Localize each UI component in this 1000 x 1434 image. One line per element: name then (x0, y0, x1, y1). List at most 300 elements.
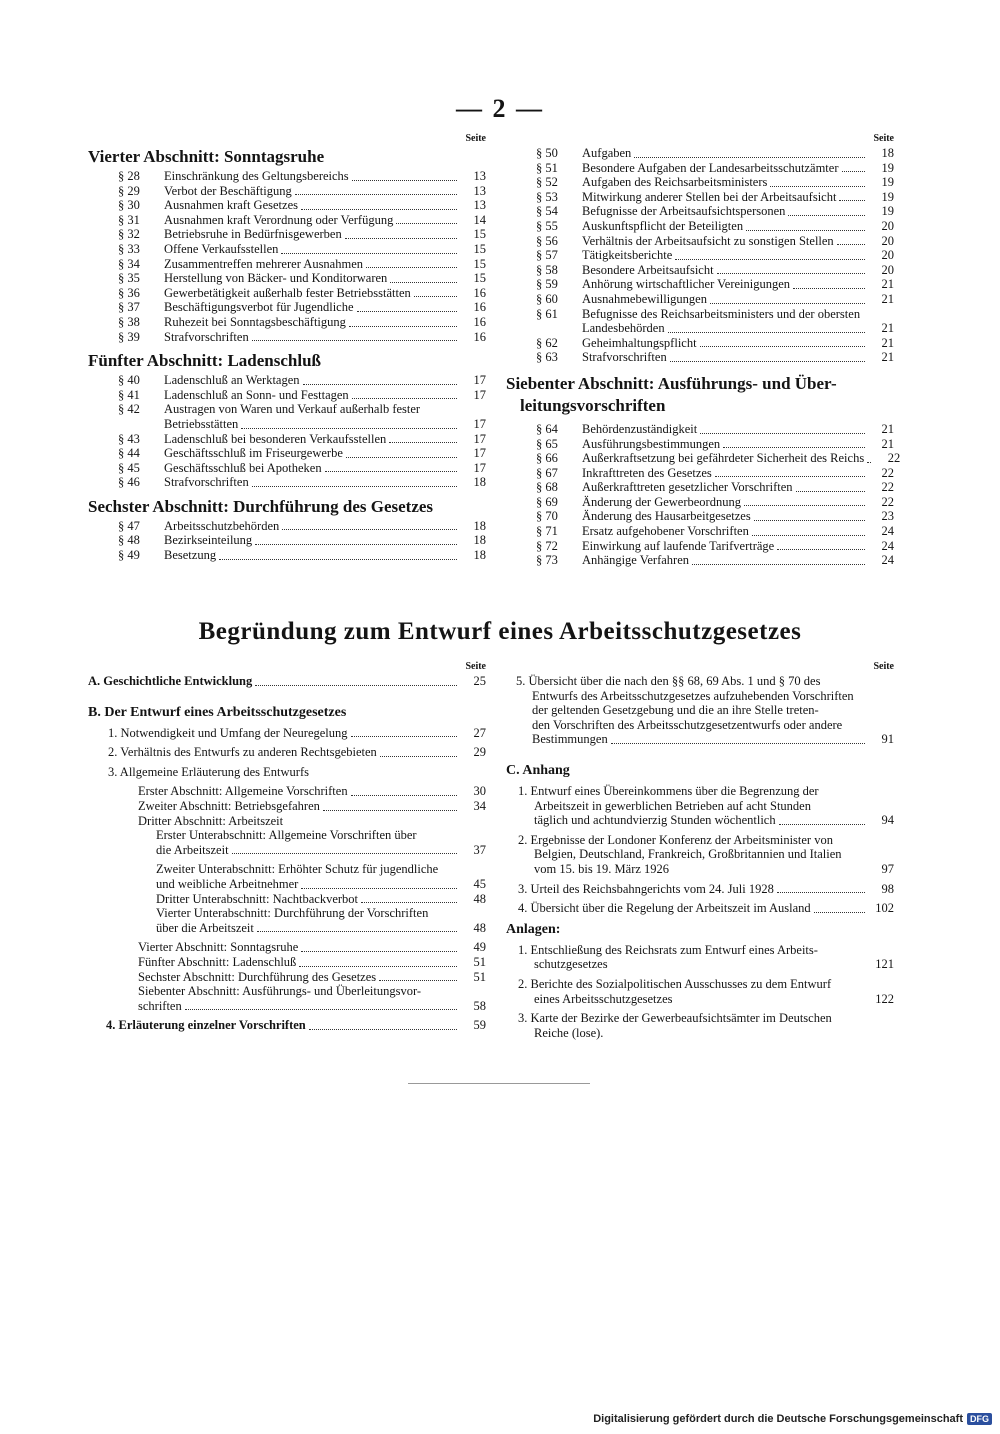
entry-page: 16 (473, 329, 486, 344)
entry-page: 17 (473, 431, 486, 446)
toc-right-list (506, 146, 894, 365)
toc-entry (88, 257, 486, 272)
paragraph-number: § 40 (118, 373, 140, 388)
entry-label: Außerkraftsetzung bei gefährdeter Sicherheit des Reichs (582, 451, 865, 466)
entry-line: vom 15. bis 19. März 1926 (534, 861, 670, 876)
toc-entry (88, 315, 486, 330)
toc-left-column (88, 132, 486, 563)
section-heading-line: leitungsvorschriften (520, 395, 666, 415)
entry-label: Anhängige Verfahren (582, 553, 690, 568)
entry-page: 24 (881, 553, 894, 568)
leader-dots (281, 252, 457, 254)
leader-dots (232, 852, 457, 854)
paragraph-number: § 37 (118, 300, 140, 315)
paragraph-number: § 43 (118, 431, 140, 446)
toc-entry (506, 466, 894, 481)
entry-line: Entwurfs des Arbeitsschutzgesetzes aufzuhebenden Vorschriften (532, 688, 854, 703)
leader-dots (779, 823, 865, 825)
toc-entry (88, 402, 486, 417)
entry-page: 19 (881, 175, 894, 190)
leader-dots (323, 809, 457, 811)
leader-dots (282, 528, 457, 530)
section-heading: Fünfter Abschnitt: Ladenschluß (88, 351, 322, 371)
leader-dots (692, 563, 865, 565)
toc-entry (88, 300, 486, 315)
entry-label: 2. Verhältnis des Entwurfs zu anderen Rechtsgebieten (108, 745, 377, 760)
toc-entry (88, 548, 486, 563)
footer-text: Digitalisierung gefördert durch die Deutsche Forschungsgemeinschaft (593, 1413, 963, 1425)
entry-line: 2. Berichte des Sozialpolitischen Ausschusses zu dem Entwurf (518, 976, 832, 991)
toc-entry (506, 495, 894, 510)
toc-entry (506, 292, 894, 307)
entry-page: 16 (473, 314, 486, 329)
entry-label: Dritter Abschnitt: Arbeitszeit (138, 813, 284, 828)
paragraph-number: § 48 (118, 533, 140, 548)
entry-label: Ausführungsbestimmungen (582, 436, 721, 451)
toc-entry (506, 451, 901, 466)
entry-line: Arbeitszeit in gewerblichen Betrieben auf acht Stunden (534, 798, 811, 813)
leader-dots (754, 519, 865, 521)
toc-right-column (506, 132, 901, 568)
toc-entry (506, 553, 894, 568)
entry-page: 102 (875, 901, 894, 916)
entry-label: Betriebsstätten (164, 416, 239, 431)
entry-line: Vierter Unterabschnitt: Durchführung der Vorschriften (156, 906, 429, 921)
page-number: — 2 — (456, 94, 544, 123)
toc-entry (88, 533, 486, 548)
toc-list (88, 169, 486, 344)
entry-page: 121 (875, 957, 894, 972)
entry-page: 122 (875, 991, 894, 1006)
entry-label: Ausnahmen kraft Gesetzes (164, 198, 298, 213)
entry-page: 24 (881, 524, 894, 539)
entry-line: 5. Übersicht über die nach den §§ 68, 69 Abs. 1 und § 70 des (516, 674, 821, 688)
paragraph-number: § 55 (536, 218, 558, 233)
leader-dots (255, 684, 457, 686)
paragraph-number: § 60 (536, 291, 558, 306)
toc-entry (506, 234, 894, 249)
entry-page: 25 (473, 674, 486, 688)
toc-entry (88, 432, 486, 447)
entry-page: 22 (881, 480, 894, 495)
entry-label: Anhörung wirtschaftlicher Vereinigungen (582, 277, 791, 292)
toc-entry (88, 475, 486, 490)
entry-page: 58 (473, 998, 486, 1013)
paragraph-number: § 64 (536, 421, 558, 436)
entry-page: 37 (473, 842, 486, 857)
entry-page: 15 (473, 241, 486, 256)
entry-page: 18 (881, 146, 894, 160)
entry-page: 19 (881, 189, 894, 204)
entry-label: Aufgaben (582, 146, 632, 160)
toc-entry (506, 833, 894, 877)
entry-label: Erster Abschnitt: Allgemeine Vorschriften (138, 784, 348, 799)
toc-entry (506, 146, 894, 161)
leader-dots (717, 272, 865, 274)
paragraph-number: § 46 (118, 475, 140, 490)
section-heading: B. Der Entwurf eines Arbeitsschutzgesetzes (88, 704, 347, 720)
entry-page: 17 (473, 373, 486, 388)
toc-entry (88, 892, 486, 907)
toc-entry (506, 277, 894, 292)
entry-label: Tätigkeitsberichte (582, 248, 673, 263)
paragraph-number: § 52 (536, 175, 558, 190)
entry-page: 18 (473, 548, 486, 563)
leader-dots (390, 281, 457, 283)
paragraph-number: § 49 (118, 548, 140, 563)
entry-page: 24 (881, 538, 894, 553)
paragraph-number: § 69 (536, 494, 558, 509)
paragraph-number: § 66 (536, 451, 558, 466)
entry-page: 16 (473, 300, 486, 315)
toc-entry (88, 213, 486, 228)
toc-entry (506, 882, 894, 897)
leader-dots (303, 383, 457, 385)
paragraph-number: § 39 (118, 329, 140, 344)
entry-page: 13 (473, 169, 486, 183)
entry-label: Arbeitsschutzbehörden (164, 518, 280, 533)
paragraph-number: § 35 (118, 271, 140, 286)
entry-page: 51 (473, 954, 486, 969)
entry-body (516, 674, 868, 747)
leader-dots (744, 504, 865, 506)
paragraph-number: § 45 (118, 460, 140, 475)
toc-entry (506, 307, 894, 322)
toc-entry (88, 984, 486, 1013)
entry-page: 15 (473, 271, 486, 286)
entry-page: 20 (881, 248, 894, 263)
entry-line: der geltenden Gesetzgebung und die an ihre Stelle treten- (532, 703, 819, 718)
leader-dots (252, 339, 457, 341)
toc-entry (88, 519, 486, 534)
leader-dots (793, 287, 865, 289)
toc-right-list-2 (506, 421, 901, 568)
begruendung-right-column (506, 660, 894, 1040)
leader-dots (361, 901, 457, 903)
entry-page: 17 (473, 460, 486, 475)
paragraph-number: § 54 (536, 204, 558, 219)
paragraph-number: § 36 (118, 285, 140, 300)
leader-dots (814, 911, 865, 913)
section-heading: C. Anhang (506, 762, 570, 778)
entry-label: Herstellung von Bäcker- und Konditorwaren (164, 271, 388, 286)
leader-dots (301, 208, 457, 210)
toc-left-sections (88, 146, 486, 563)
entry-page: 20 (881, 262, 894, 277)
paragraph-number: § 41 (118, 387, 140, 402)
entry-page: 59 (473, 1018, 486, 1033)
entry-line-text: täglich und achtundvierzig Stunden wöchentlich (534, 813, 776, 828)
entry-page: 29 (473, 745, 486, 760)
entry-page: 21 (881, 291, 894, 306)
entry-label: Auskunftspflicht der Beteiligten (582, 218, 744, 233)
leader-dots (842, 170, 866, 172)
section-heading-line: Siebenter Abschnitt: Ausführungs- und Über- (506, 373, 837, 393)
seite-label: Seite (873, 133, 894, 144)
toc-entry (506, 977, 894, 1006)
entry-page: 21 (881, 277, 894, 292)
entry-line: 2. Ergebnisse der Londoner Konferenz der Arbeitsminister von (518, 832, 833, 847)
entry-page: 49 (473, 940, 486, 955)
entry-label: Außerkrafttreten gesetzlicher Vorschriften (582, 480, 793, 495)
leader-dots (325, 470, 457, 472)
leader-dots (777, 548, 865, 550)
entry-label: Ausnahmen kraft Verordnung oder Verfügung (164, 212, 394, 227)
section-heading: Sechster Abschnitt: Durchführung des Gesetzes (88, 496, 434, 516)
entry-line: und weibliche Arbeitnehmer (156, 876, 299, 891)
entry-label: Fünfter Abschnitt: Ladenschluß (138, 954, 297, 969)
entry-label: Betriebsruhe in Bedürfnisgewerben (164, 227, 342, 242)
entry-page: 48 (473, 891, 486, 906)
paragraph-number: § 53 (536, 189, 558, 204)
entry-label: Inkrafttreten des Gesetzes (582, 465, 712, 480)
entry-label: Änderung der Gewerbeordnung (582, 494, 741, 509)
leader-dots (770, 185, 865, 187)
leader-dots (257, 930, 457, 932)
entry-page: 23 (881, 509, 894, 524)
toc-entry (506, 350, 894, 365)
entry-line: schriften (138, 998, 182, 1013)
leader-dots (710, 302, 865, 304)
paragraph-number: § 29 (118, 183, 140, 198)
entry-page: 20 (881, 233, 894, 248)
entry-page: 21 (881, 436, 894, 451)
toc-entry (88, 799, 486, 814)
leader-dots (867, 461, 871, 463)
entry-page: 19 (881, 160, 894, 175)
paragraph-number: § 51 (536, 160, 558, 175)
entry-label: Dritter Unterabschnitt: Nachtbackverbot (156, 891, 359, 906)
entry-label: Ausnahmebewilligungen (582, 291, 707, 306)
section-heading: Anlagen: (506, 921, 561, 937)
entry-label: 3. Allgemeine Erläuterung des Entwurfs (108, 764, 309, 779)
entry-page: 17 (473, 446, 486, 461)
entry-label: Besondere Aufgaben der Landesarbeitsschutzämter (582, 160, 839, 175)
toc-entry (88, 373, 486, 388)
entry-label: Geheimhaltungspflicht (582, 335, 697, 350)
leader-dots (301, 950, 457, 952)
dfg-logo: DFG (967, 1413, 992, 1425)
toc-entry (88, 940, 486, 955)
leader-dots (670, 360, 865, 362)
entry-label: Zusammentreffen mehrerer Ausnahmen (164, 256, 363, 271)
toc-entry (88, 674, 486, 689)
section-heading: Vierter Abschnitt: Sonntagsruhe (88, 147, 325, 166)
leader-dots (715, 475, 865, 477)
entry-line-text: Bestimmungen (532, 732, 608, 747)
paragraph-number: § 47 (118, 518, 140, 533)
entry-label: Geschäftsschluß im Friseurgewerbe (164, 446, 343, 461)
entry-page: 21 (881, 335, 894, 350)
entry-page: 22 (881, 465, 894, 480)
toc-list (88, 373, 486, 490)
entry-line: Zweiter Unterabschnitt: Erhöhter Schutz für jugendliche (156, 862, 439, 877)
entry-body (518, 1011, 894, 1040)
entry-label: Ladenschluß an Werktagen (164, 373, 300, 388)
entry-page: 19 (881, 204, 894, 219)
toc-entry (506, 204, 894, 219)
leader-dots (366, 266, 457, 268)
leader-dots (299, 965, 457, 967)
entry-page: 16 (473, 285, 486, 300)
leader-dots (349, 325, 457, 327)
leader-dots (351, 794, 457, 796)
toc-entry (506, 1011, 894, 1040)
entry-line: über die Arbeitszeit (156, 920, 254, 935)
toc-entry (506, 336, 894, 351)
leader-dots (255, 543, 457, 545)
entry-line: 1. Entwurf eines Übereinkommens über die Begrenzung der (518, 783, 819, 798)
toc-entry (88, 388, 486, 403)
entry-label: 1. Notwendigkeit und Umfang der Neuregelung (108, 725, 348, 740)
b3-items-after (88, 940, 486, 984)
entry-label: A. Geschichtliche Entwicklung (88, 674, 253, 688)
leader-dots (185, 1008, 457, 1010)
entry-body (518, 784, 868, 828)
entry-label: Mitwirkung anderer Stellen bei der Arbeitsaufsicht (582, 189, 837, 204)
paragraph-number: § 31 (118, 212, 140, 227)
b3-items (88, 784, 486, 813)
entry-label: 3. Urteil des Reichsbahngerichts vom 24. Juli 1928 (518, 881, 774, 896)
entry-page: 30 (473, 784, 486, 799)
leader-dots (352, 397, 457, 399)
leader-dots (611, 742, 865, 744)
entry-label: Vierter Abschnitt: Sonntagsruhe (138, 940, 299, 955)
leader-dots (352, 179, 457, 181)
paragraph-number: § 28 (118, 169, 140, 183)
entry-label: Ersatz aufgehobener Vorschriften (582, 524, 749, 539)
entry-label: Offene Verkaufsstellen (164, 241, 279, 256)
leader-dots (777, 891, 865, 893)
paragraph-number: § 71 (536, 524, 558, 539)
entry-line: 3. Karte der Bezirke der Gewerbeaufsichtsämter im Deutschen (518, 1011, 832, 1026)
paragraph-number: § 65 (536, 436, 558, 451)
paragraph-number: § 62 (536, 335, 558, 350)
toc-entry (88, 814, 486, 829)
entry-label: Zweiter Abschnitt: Betriebsgefahren (138, 798, 320, 813)
paragraph-number: § 50 (536, 146, 558, 160)
entry-label: Bezirkseinteilung (164, 533, 253, 548)
toc-entry (88, 330, 486, 345)
entry-label: Änderung des Hausarbeitgesetzes (582, 509, 751, 524)
leader-dots (634, 156, 865, 158)
toc-entry (88, 726, 486, 741)
entry-page: 18 (473, 475, 486, 490)
toc-entry (88, 271, 486, 286)
leader-dots (241, 427, 457, 429)
leader-dots (379, 979, 457, 981)
leader-dots (357, 310, 457, 312)
toc-entry (506, 190, 894, 205)
leader-dots (414, 295, 457, 297)
toc-entry (88, 198, 486, 213)
entry-body (518, 943, 868, 972)
paragraph-number: § 68 (536, 480, 558, 495)
entry-page: 13 (473, 183, 486, 198)
entry-label: 4. Übersicht über die Regelung der Arbeitszeit im Ausland (518, 901, 811, 916)
entry-line (518, 813, 868, 828)
toc-entry (88, 862, 486, 891)
entry-label: Gewerbetätigkeit außerhalb fester Betriebsstätten (164, 285, 411, 300)
entry-page: 18 (473, 533, 486, 548)
toc-entry (506, 674, 894, 747)
toc-entry (506, 437, 894, 452)
toc-entry (506, 248, 894, 263)
toc-entry (88, 286, 486, 301)
paragraph-number: § 38 (118, 314, 140, 329)
entry-label: Befugnisse des Reichsarbeitsministers und der obersten (582, 306, 861, 321)
entry-body (518, 977, 868, 1006)
leader-dots (788, 214, 865, 216)
paragraph-number: § 30 (118, 198, 140, 213)
toc-entry (506, 524, 894, 539)
paragraph-number: § 67 (536, 465, 558, 480)
leader-dots (796, 490, 865, 492)
entry-label: Sechster Abschnitt: Durchführung des Gesetzes (138, 969, 377, 984)
begruendung-left-column (88, 660, 486, 1033)
toc-entry (506, 175, 894, 190)
entry-label: Strafvorschriften (582, 350, 667, 365)
paragraph-number: § 58 (536, 262, 558, 277)
toc-entry (506, 161, 894, 176)
paragraph-number: § 57 (536, 248, 558, 263)
toc-entry (88, 828, 486, 857)
entry-page: 91 (881, 732, 894, 747)
leader-dots (396, 222, 457, 224)
leader-dots (837, 243, 865, 245)
entry-label: Behördenzuständigkeit (582, 421, 698, 436)
leader-dots (389, 441, 457, 443)
paragraph-number: § 33 (118, 241, 140, 256)
toc-entry (88, 242, 486, 257)
paragraph-number: § 59 (536, 277, 558, 292)
toc-entry (506, 943, 894, 972)
seite-label: Seite (873, 661, 894, 672)
entry-line: die Arbeitszeit (156, 842, 229, 857)
entry-line: schutzgesetzes (534, 957, 608, 972)
section-heading (506, 373, 894, 417)
entry-label: Austragen von Waren und Verkauf außerhalb fester (164, 402, 421, 417)
leader-dots (700, 432, 865, 434)
entry-label: Strafvorschriften (164, 475, 249, 490)
leader-dots (301, 887, 457, 889)
leader-dots (346, 456, 457, 458)
leader-dots (752, 534, 865, 536)
entry-page: 27 (473, 725, 486, 740)
entry-page: 22 (887, 451, 901, 466)
entry-label: Befugnisse der Arbeitsaufsichtspersonen (582, 204, 786, 219)
entry-label: Ladenschluß bei besonderen Verkaufsstellen (164, 431, 387, 446)
leader-dots (839, 199, 865, 201)
leader-dots (351, 735, 457, 737)
toc-entry (506, 784, 894, 828)
entry-label: Geschäftsschluß bei Apotheken (164, 460, 322, 475)
main-title: Begründung zum Entwurf eines Arbeitsschutzgesetzes (198, 618, 802, 645)
entry-line (516, 732, 868, 747)
seite-label: Seite (465, 133, 486, 144)
toc-entry (506, 480, 894, 495)
entry-page: 20 (881, 218, 894, 233)
paragraph-number: § 44 (118, 446, 140, 461)
toc-entry (88, 1018, 486, 1033)
leader-dots (309, 1028, 457, 1030)
leader-dots (252, 485, 457, 487)
entry-page: 45 (473, 876, 486, 891)
leader-dots (380, 755, 457, 757)
entry-line: den Vorschriften des Arbeitsschutzgesetzentwurfs oder andere (532, 717, 843, 732)
entry-page: 34 (473, 798, 486, 813)
entry-page: 97 (881, 861, 894, 876)
